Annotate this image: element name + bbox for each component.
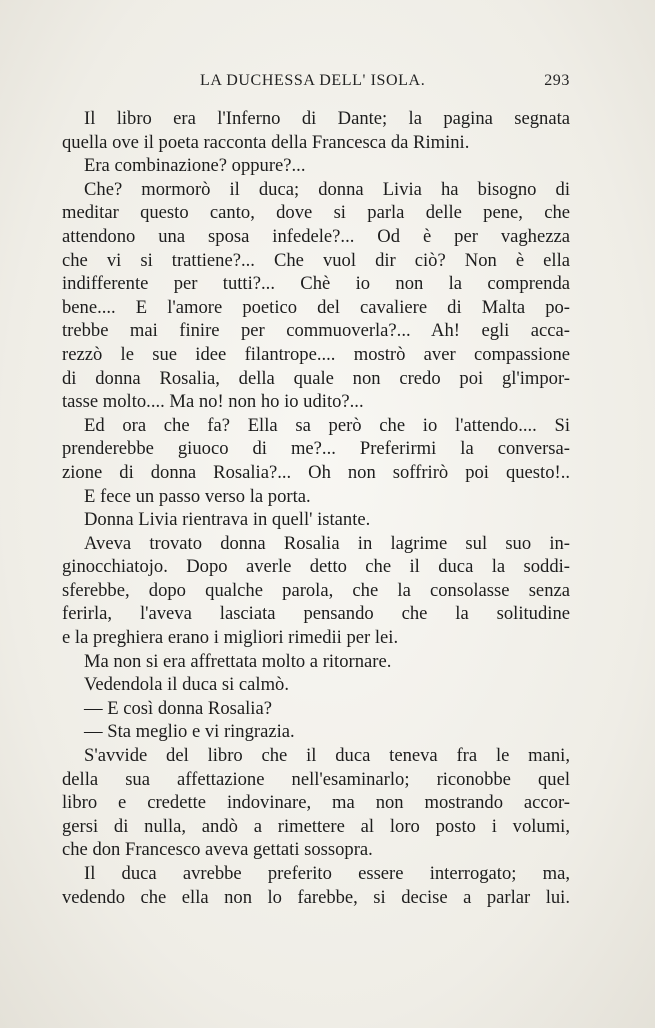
page-number: 293 xyxy=(544,72,570,89)
text-line: tasse molto.... Ma no! non ho io udito?... xyxy=(62,391,364,413)
text-line: ferirla, l'aveva lasciata pensando che la solitudine xyxy=(62,603,570,625)
text-line: e la preghiera erano i migliori rimedii per lei. xyxy=(62,627,399,649)
body-text xyxy=(62,107,570,909)
text-line: Il duca avrebbe preferito essere interrogato; ma, xyxy=(84,863,570,884)
text-line: trebbe mai finire per commuoverla?... Ah! egli acca- xyxy=(62,320,570,342)
text-line: — Sta meglio e vi ringrazia. xyxy=(84,721,295,743)
text-line: meditar questo canto, dove si parla delle pene, che xyxy=(62,202,570,224)
text-line: della sua affettazione nell'esaminarlo; riconobbe quel xyxy=(62,768,570,790)
text-line: quella ove il poeta racconta della Francesca da Rimini. xyxy=(62,131,470,153)
text-line: Donna Livia rientrava in quell' istante. xyxy=(84,509,371,531)
text-line: che don Francesco aveva gettati sossopra. xyxy=(62,839,373,861)
text-line: Vedendola il duca si calmò. xyxy=(84,674,289,696)
text-line: Che? mormorò il duca; donna Livia ha bisogno di xyxy=(84,178,570,200)
text-line: E fece un passo verso la porta. xyxy=(84,485,311,507)
text-line: bene.... E l'amore poetico del cavaliere di Malta po- xyxy=(62,296,570,318)
text-line: — E così donna Rosalia? xyxy=(84,697,272,719)
text-line: che vi si trattiene?... Che vuol dir ciò? Non è ella xyxy=(62,249,570,271)
text-line: S'avvide del libro che il duca teneva fra le mani, xyxy=(84,745,570,767)
text-line: vedendo che ella non lo farebbe, si decise a parlar lui. xyxy=(62,886,570,908)
text-line: attendono una sposa infedele?... Od è per vaghezza xyxy=(62,225,570,247)
text-line: Era combinazione? oppure?... xyxy=(84,155,306,177)
text-line: zione di donna Rosalia?... Oh non soffrirò poi questo!.. xyxy=(62,461,570,483)
text-line: di donna Rosalia, della quale non credo poi gl'impor- xyxy=(62,367,570,389)
text-line: prenderebbe giuoco di me?... Preferirmi la conversa- xyxy=(62,438,570,460)
text-line: sferebbe, dopo qualche parola, che la consolasse senza xyxy=(62,579,570,601)
text-line: rezzò le sue idee filantrope.... mostrò aver compassione xyxy=(62,343,570,365)
text-line: Aveva trovato donna Rosalia in lagrime sul suo in- xyxy=(84,532,570,554)
text-line: Il libro era l'Inferno di Dante; la pagina segnata xyxy=(84,108,570,129)
text-line: libro e credette indovinare, ma non mostrando accor- xyxy=(62,792,570,814)
text-line: gersi di nulla, andò a rimettere al loro posto i volumi, xyxy=(62,815,570,837)
text-line: Ma non si era affrettata molto a ritornare. xyxy=(84,650,392,672)
text-line: ginocchiatojo. Dopo averle detto che il duca la soddi- xyxy=(62,556,570,578)
text-line: indifferente per tutti?... Chè io non la comprenda xyxy=(62,273,570,295)
text-line: Ed ora che fa? Ella sa però che io l'attendo.... Si xyxy=(84,414,570,436)
page-header xyxy=(62,72,570,98)
running-title: LA DUCHESSA DELL' ISOLA. xyxy=(200,72,426,89)
